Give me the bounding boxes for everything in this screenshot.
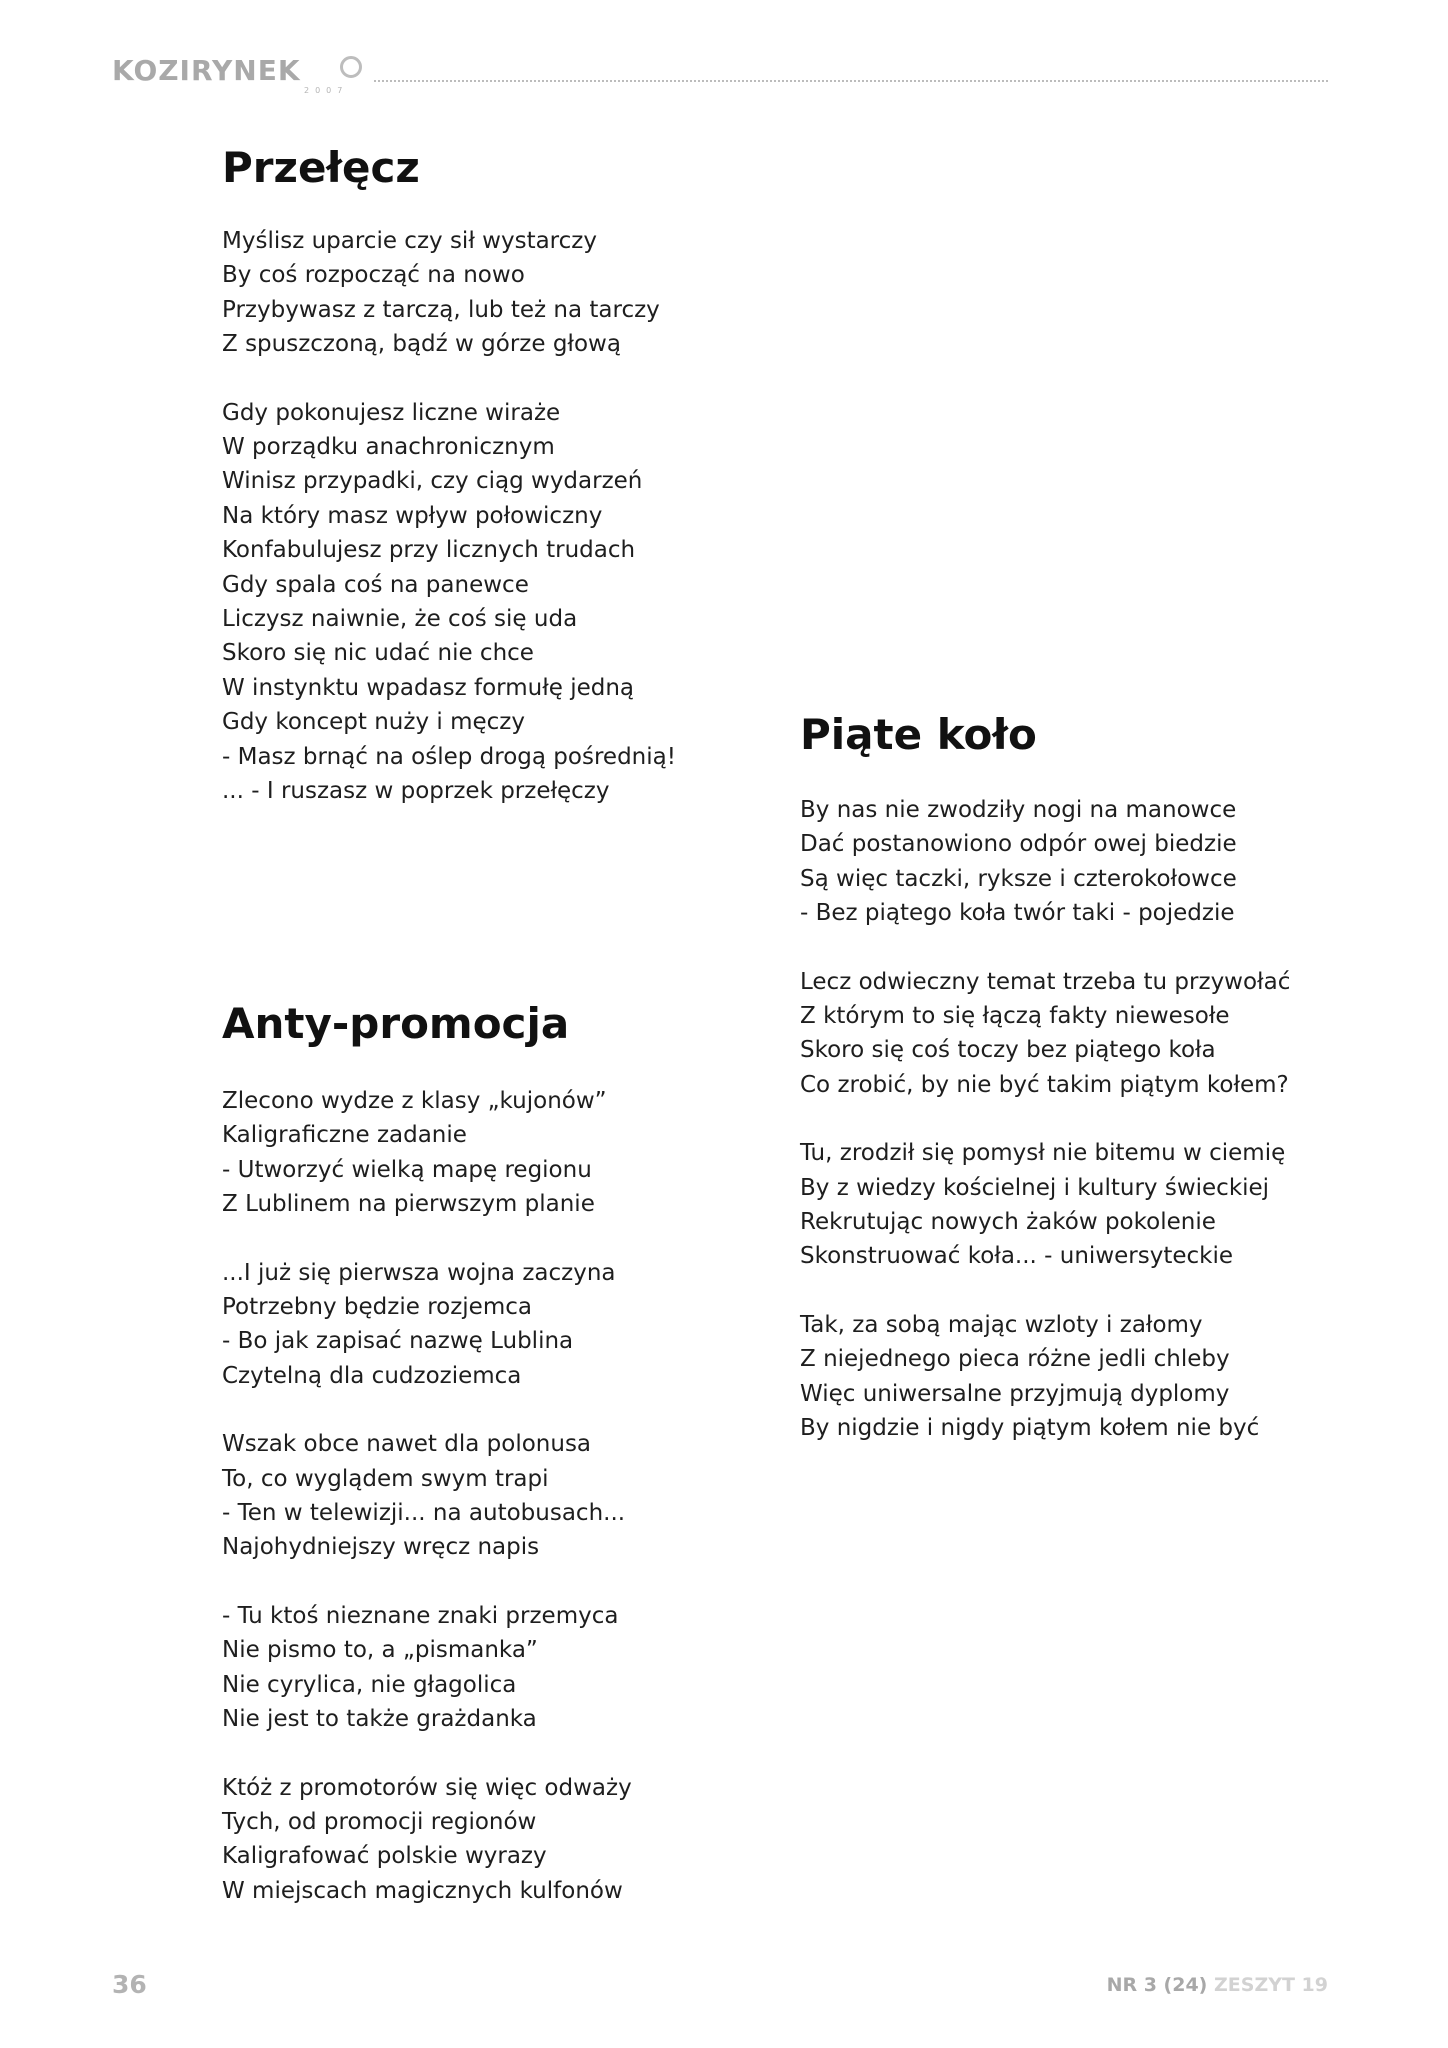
poem-line: - Utworzyć wielką mapę regionu <box>222 1156 592 1183</box>
poem-line: Gdy pokonujesz liczne wiraże <box>222 399 561 426</box>
poem-line: Najohydniejszy wręcz napis <box>222 1534 540 1561</box>
poem-line: Kaligraficzne zadanie <box>222 1122 467 1149</box>
poem-line: Kaligrafować polskie wyrazy <box>222 1843 547 1870</box>
poem-anty-promocja <box>222 998 632 1942</box>
stanza <box>222 1084 632 1222</box>
poem-line: W miejscach magicznych kulfonów <box>222 1877 623 1904</box>
stanza <box>800 1136 1290 1274</box>
poem-line: Z Lublinem na pierwszym planie <box>222 1191 595 1218</box>
poem-line: Tu, zrodził się pomysł nie bitemu w ciemię <box>800 1140 1286 1167</box>
poem-przelecz <box>222 142 676 843</box>
poem-line: Winisz przypadki, czy ciąg wydarzeń <box>222 468 643 495</box>
poem-line: Myślisz uparcie czy sił wystarczy <box>222 228 597 254</box>
poem-line: ... - I ruszasz w poprzek przełęczy <box>222 778 610 805</box>
poem-body <box>222 1084 632 1908</box>
stanza <box>800 965 1290 1103</box>
magazine-logo: KOZIRYNEK <box>112 54 301 87</box>
poem-line: Dać postanowiono odpór owej biedzie <box>800 831 1237 858</box>
zeszyt-number: ZESZYT 19 <box>1214 1974 1328 1996</box>
gear-icon <box>340 56 362 78</box>
poem-line: W instynktu wpadasz formułę jedną <box>222 674 635 701</box>
poem-title: Anty-promocja <box>222 999 570 1048</box>
issue-number: NR 3 (24) <box>1106 1974 1208 1996</box>
poem-line: - Bez piątego koła twór taki - pojedzie <box>800 900 1235 927</box>
poem-line: Lecz odwieczny temat trzeba tu przywołać <box>800 968 1291 995</box>
poem-line: Nie jest to także grażdanka <box>222 1706 537 1733</box>
stanza <box>222 396 676 809</box>
poem-line: Skonstruować koła... - uniwersyteckie <box>800 1243 1234 1270</box>
poem-title: Przełęcz <box>222 143 420 192</box>
poem-piate-kolo <box>800 709 1290 1480</box>
poem-line: By nas nie zwodziły nogi na manowce <box>800 797 1237 823</box>
page-number: 36 <box>112 1970 147 1999</box>
poem-line: Gdy spala coś na panewce <box>222 571 529 598</box>
poem-line: To, co wyglądem swym trapi <box>222 1465 549 1492</box>
poem-line: Rekrutując nowych żaków pokolenie <box>800 1209 1216 1236</box>
poem-line: Liczysz naiwnie, że coś się uda <box>222 606 578 633</box>
stanza <box>800 793 1290 931</box>
poem-line: Wszak obce nawet dla polonusa <box>222 1431 592 1458</box>
poem-line: By coś rozpocząć na nowo <box>222 262 525 289</box>
issue-info <box>1107 1974 1328 1996</box>
poem-title: Piąte koło <box>800 710 1037 759</box>
poem-line: - Tu ktoś nieznane znaki przemyca <box>222 1602 619 1629</box>
poem-line: Z niejednego pieca różne jedli chleby <box>800 1346 1230 1373</box>
poem-line: Potrzebny będzie rozjemca <box>222 1294 532 1321</box>
poem-line: By z wiedzy kościelnej i kultury świeckiej <box>800 1174 1270 1201</box>
page-header <box>112 52 1328 95</box>
poem-line: Z którym to się łączą fakty niewesołe <box>800 1003 1230 1030</box>
header-dotted-rule <box>374 80 1328 82</box>
poem-body <box>800 793 1290 1446</box>
poem-line: Przybywasz z tarczą, lub też na tarczy <box>222 296 660 323</box>
poem-line: - Masz brnąć na oślep drogą pośrednią! <box>222 743 676 770</box>
poem-line: Gdy koncept nuży i męczy <box>222 709 525 736</box>
poem-line: Nie pismo to, a „pismanka” <box>222 1637 538 1664</box>
stanza <box>222 1427 632 1565</box>
poem-line: Więc uniwersalne przyjmują dyplomy <box>800 1380 1230 1407</box>
poem-line: W porządku anachronicznym <box>222 434 555 461</box>
poem-line: Nie cyrylica, nie głagolica <box>222 1671 517 1698</box>
stanza <box>222 1599 632 1737</box>
poem-line: - Ten w telewizji... na autobusach... <box>222 1500 626 1527</box>
poem-line: Konfabulujesz przy licznych trudach <box>222 537 636 564</box>
stanza <box>222 224 676 362</box>
poem-line: Z spuszczoną, bądź w górze głową <box>222 331 621 358</box>
poem-line: Zlecono wydze z klasy „kujonów” <box>222 1088 607 1114</box>
poem-line: - Bo jak zapisać nazwę Lublina <box>222 1328 574 1355</box>
poem-line: Tych, od promocji regionów <box>222 1808 537 1835</box>
poem-line: Skoro się coś toczy bez piątego koła <box>800 1037 1216 1064</box>
poem-line: By nigdzie i nigdy piątym kołem nie być <box>800 1415 1260 1442</box>
stanza <box>222 1256 632 1394</box>
poem-line: Czytelną dla cudzoziemca <box>222 1362 522 1389</box>
logo-subtitle: 2007 <box>304 86 349 95</box>
poem-line: ...I już się pierwsza wojna zaczyna <box>222 1259 616 1286</box>
poem-body <box>222 224 676 809</box>
poem-line: Na który masz wpływ połowiczny <box>222 502 603 529</box>
poem-line: Któż z promotorów się więc odważy <box>222 1774 632 1801</box>
poem-line: Są więc taczki, ryksze i czterokołowce <box>800 865 1237 892</box>
stanza <box>800 1308 1290 1446</box>
poem-line: Tak, za sobą mając wzloty i załomy <box>800 1311 1203 1338</box>
stanza <box>222 1771 632 1909</box>
poem-line: Co zrobić, by nie być takim piątym kołem? <box>800 1071 1289 1098</box>
poem-line: Skoro się nic udać nie chce <box>222 640 534 667</box>
